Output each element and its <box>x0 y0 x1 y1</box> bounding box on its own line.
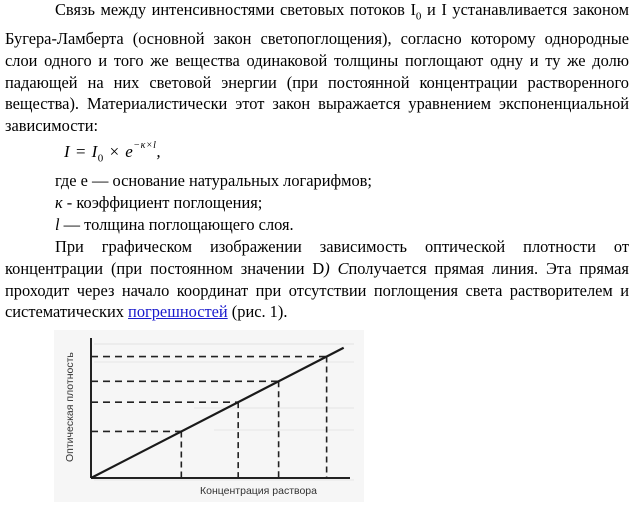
x-axis-label: Концентрация раствора <box>200 485 317 497</box>
definition-k-text: - коэффициент поглощения; <box>62 193 263 212</box>
formula-mid: × e <box>103 142 134 161</box>
errors-link[interactable]: погрешностей <box>128 302 228 322</box>
paragraph2-text-a: При графическом изображении зависимость оптической плотности от концентрации (при постоянном значении D <box>5 237 629 278</box>
paragraph2-text-c: получается прямая линия. Эта прямая проходит через начало координат при отсутствии поглощения света растворителем и систематических <box>5 258 629 322</box>
paragraph-bouguer-lambert <box>5 0 629 137</box>
formula-exponent: −κ×l <box>133 140 157 151</box>
formula-end: , <box>156 142 162 161</box>
definition-l-text: — толщина поглощающего слоя. <box>59 215 294 234</box>
paragraph2-text-d: (рис. 1). <box>227 302 288 322</box>
definition-l <box>55 214 294 236</box>
definition-l-symbol: l <box>55 215 60 234</box>
paragraph1-text-a: Связь между интенсивностями световых потоков I <box>55 0 416 19</box>
definition-e: где е — основание натуральных логарифмов; <box>55 171 372 190</box>
formula <box>64 142 161 164</box>
paragraph-graph-description <box>5 236 629 323</box>
figure-concentration-chart <box>54 330 364 502</box>
formula-left: I = I <box>64 142 98 161</box>
formula-subscript: 0 <box>97 152 104 165</box>
y-axis-label: Оптическая плотность <box>64 352 76 462</box>
paragraph1-subscript: 0 <box>415 10 422 23</box>
paragraph1-text-b: и I устанавливается законом Бугера-Ламберта (основной закон светопоглощения), согласно которому однородные слои одного и того же вещества одинаковой толщины поглощают одну и ту же долю падающей на них световой энергии (при постоянной концентрации растворенного вещества). Материалистически этот закон выражается уравнением экспоненциальной зависимости: <box>5 0 629 136</box>
definition-k-symbol: к <box>55 193 63 212</box>
definition-k <box>55 192 262 214</box>
paragraph2-text-b: ) С <box>324 258 349 278</box>
